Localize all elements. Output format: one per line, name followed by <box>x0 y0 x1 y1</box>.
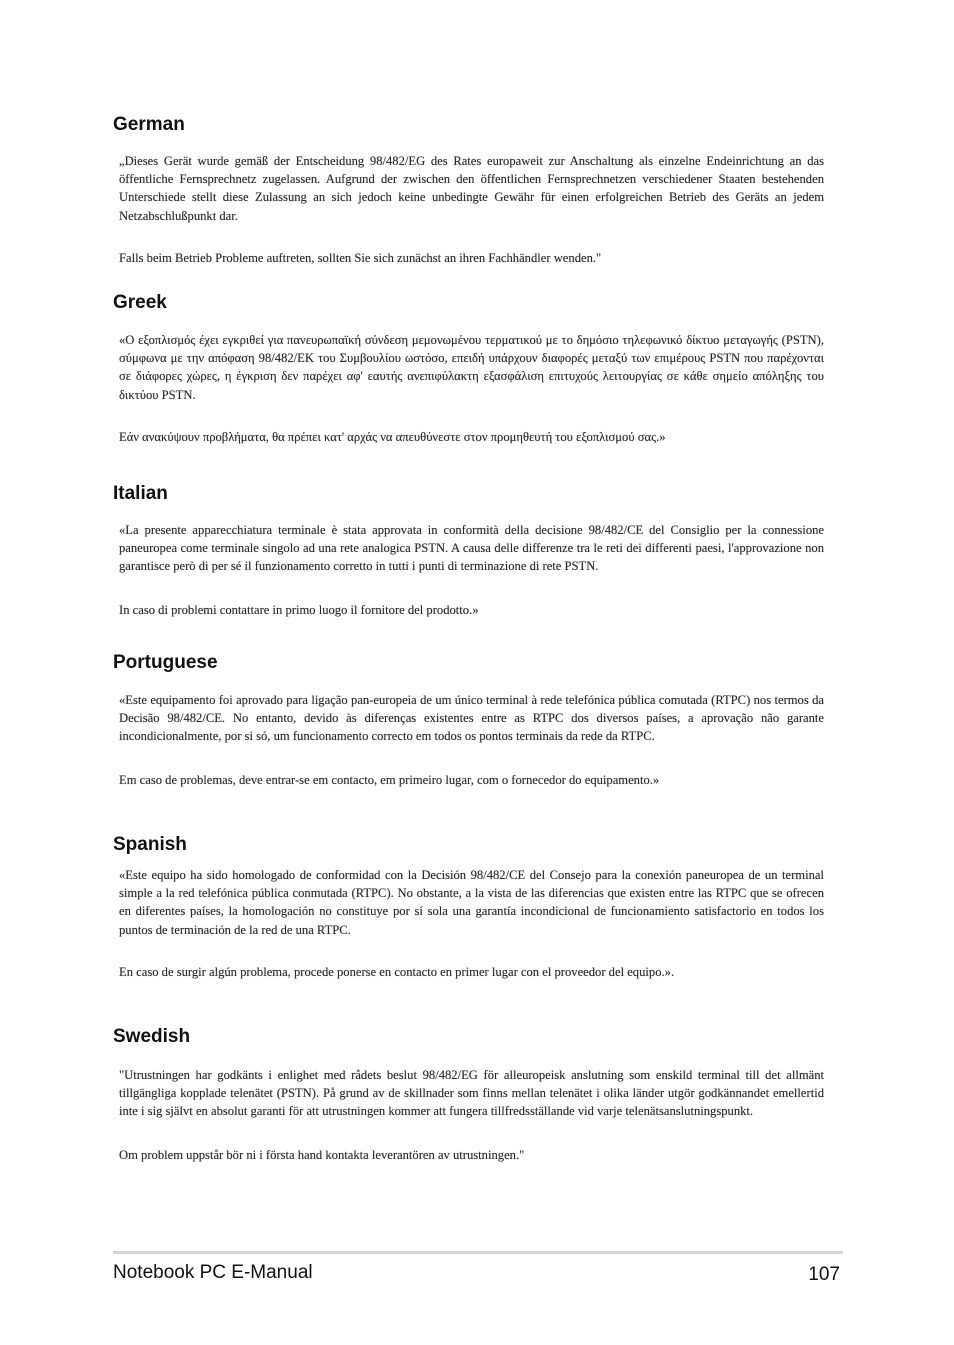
section-paragraph: „Dieses Gerät wurde gemäß der Entscheidung 98/482/EG des Rates europaweit zur Anschaltung als einzelne Endeinrichtung an das öffentliche Fernsprechnetz zugelassen. Aufgrund der zwischen den öffentlichen Fernsprechnetzen verschiedener Staaten bestehenden Unterschiede stellt diese Zulassung an sich jedoch keine unbedingte Gewähr für einen erfolgreichen Betrieb des Geräts an jedem Netzabschlußpunkt dar. <box>119 154 824 223</box>
section-paragraph: «La presente apparecchiatura terminale è stata approvata in conformità della decisione 98/482/CE del Consiglio per la connessione paneuropea come terminale singolo ad una rete analogica PSTN. A causa delle differenze tra le reti dei differenti paesi, l'approvazione non garantisce però di per sé il funzionamento corretto in tutti i punti di terminazione di rete PSTN. <box>119 523 824 574</box>
section-paragraph: In caso di problemi contattare in primo luogo il fornitore del prodotto.» <box>119 603 479 617</box>
section-paragraph: "Utrustningen har godkänts i enlighet med rådets beslut 98/482/EG för alleuropeisk anslutning som enskild terminal till det allmänt tillgängliga kopplade telenätet (PSTN). På grund av de skillnader som finns mellan telenätet i olika länder utgör godkännandet emellertid inte i sig självt en absolut garanti för att utrustningen kommer att fungera tillfredsställande vid varje telenätsanslutningspunkt. <box>119 1068 824 1119</box>
section-heading: Swedish <box>113 1026 191 1047</box>
section-italian <box>113 483 824 617</box>
section-greek <box>113 292 824 444</box>
section-paragraph: En caso de surgir algún problema, procede ponerse en contacto en primer lugar con el proveedor del equipo.». <box>119 965 675 979</box>
section-heading: Greek <box>113 292 167 313</box>
page-number: 107 <box>808 1264 840 1285</box>
section-heading: Italian <box>113 483 168 504</box>
section-paragraph: Om problem uppstår bör ni i första hand kontakta leverantören av utrustningen." <box>119 1148 525 1162</box>
section-paragraph: «Ο εξοπλισμός έχει εγκριθεί για πανευρωπαϊκή σύνδεση μεμονωμένου τερματικού με το δημόσιο τηλεφωνικό δίκτυο μεταγωγής (PSTN), σύμφωνα με την απόφαση 98/482/ΕΚ του Συμβουλίου ωστόσο, επειδή υπάρχουν διαφορές μεταξύ των επιμέρους PSTN που παρέχονται σε διάφορες χώρες, η έγκριση δεν παρέχει αφ' εαυτής ανεπιφύλακτη εξασφάλιση επιτυχούς λειτουργίας σε κάθε σημείο απόληξης του δικτύου PSTN. <box>119 333 824 402</box>
footer-divider <box>113 1251 843 1254</box>
section-paragraph: Εάν ανακύψουν προβλήματα, θα πρέπει κατ' αρχάς να απευθύνεστε στον προμηθευτή του εξοπλισμού σας.» <box>119 430 666 444</box>
section-portuguese <box>113 652 824 787</box>
section-paragraph: «Este equipamento foi aprovado para ligação pan-europeia de um único terminal à rede telefónica pública comutada (RTPC) nos termos da Decisão 98/482/CE. No entanto, devido às diferenças existentes entre as RTPC dos diversos países, a aprovação não garante incondicionalmente, por si só, um funcionamento correcto em todos os pontos terminais da rede da RTPC. <box>119 693 824 744</box>
section-german <box>113 114 824 265</box>
footer-title: Notebook PC E-Manual <box>113 1262 313 1283</box>
section-paragraph: «Este equipo ha sido homologado de conformidad con la Decisión 98/482/CE del Consejo para la conexión paneuropea de un terminal simple a la red telefónica pública conmutada (RTPC). No obstante, a la vista de las diferencias que existen entre las RTPC que se ofrecen en diferentes países, la homologación no constituye por sí sola una garantía incondicional de funcionamiento satisfactorio en todos los puntos de terminación de la red de una RTPC. <box>119 868 824 937</box>
section-heading: Portuguese <box>113 652 218 673</box>
section-heading: Spanish <box>113 834 187 855</box>
section-heading: German <box>113 114 185 135</box>
section-spanish <box>113 834 824 979</box>
section-paragraph: Em caso de problemas, deve entrar-se em contacto, em primeiro lugar, com o fornecedor do equipamento.» <box>119 773 660 787</box>
section-paragraph: Falls beim Betrieb Probleme auftreten, sollten Sie sich zunächst an ihren Fachhändler wenden." <box>119 251 602 265</box>
section-swedish <box>113 1026 824 1162</box>
